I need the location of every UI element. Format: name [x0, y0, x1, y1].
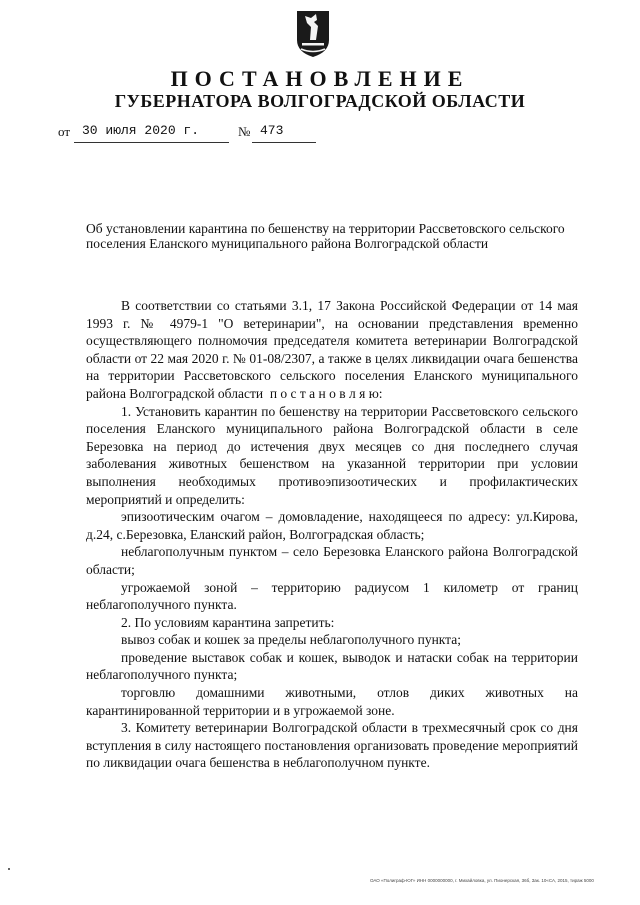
document-number: 473 — [260, 123, 284, 138]
coat-of-arms-icon — [296, 10, 330, 58]
document-title: ПОСТАНОВЛЕНИЕ — [170, 66, 470, 91]
clause-2-item-3: торговлю домашними животными, отлов диких животных на карантинированной территории и в угрожаемой зоне. — [86, 685, 578, 718]
clause-1-epizootic-focus: эпизоотическим очагом – домовладение, находящееся по адресу: ул.Кирова, д.24, с.Березовка, Еланский район, Волгоградская область; — [86, 509, 578, 542]
clause-2-item-2: проведение выставок собак и кошек, выводок и натаски собак на территории неблагополучного пункта; — [86, 649, 578, 683]
clause-1-unfavorable-point: неблагополучным пунктом – село Березовка Еланского района Волгоградской области; — [86, 544, 578, 577]
document-subject: Об установлении карантина по бешенству на территории Рассветовского сельского поселения Еланского муниципального района Волгоградской области — [86, 221, 565, 251]
clause-3: 3. Комитету ветеринарии Волгоградской области в трехмесячный срок со дня вступления в силу настоящего постановления организовать проведение мероприятий по ликвидации очага бешенства в неблагополучном пункте. — [86, 720, 578, 771]
document-date: 30 июля 2020 г. — [82, 123, 200, 138]
printer-imprint: ОАО «Полиграф-ЮГ» ИНН 0000000000, г. Михайловка, ул. Пионерская, 36б, Зак. 10«СА, 2015, тираж 5000 — [370, 878, 594, 883]
document-body — [86, 297, 578, 772]
postanovlyayu-word: п о с т а н о в л я ю: — [269, 385, 383, 401]
date-underline — [74, 142, 229, 143]
clause-1: 1. Установить карантин по бешенству на территории Рассветовского сельского поселения Еланского муниципального района Волгоградской области в селе Березовка на период до истечения двух месяцев со дня последнего случая заболевания животных бешенством на указанной территории при условии выполнения необходимых противоэпизоотических и профилактических мероприятий и определить: — [86, 403, 578, 507]
date-prefix: от — [58, 124, 71, 139]
number-prefix: № — [238, 124, 251, 139]
clause-2: 2. По условиям карантина запретить: — [121, 614, 335, 630]
clause-2-item-1: вывоз собак и кошек за пределы неблагополучного пункта; — [121, 632, 461, 648]
preamble-paragraph: В соответствии со статьями 3.1, 17 Закона Российской Федерации от 14 мая 1993 г. № 4979-1 "О ветеринарии", на основании представления временно осуществляющего полномочия председателя комитета ветеринарии Волгоградской области от 22 мая 2020 г. № 01-08/2307, а также в целях ликвидации очага бешенства на территории Рассветовского сельского поселения Еланского муниципального района Волгоградской области п о с т а н о в л я ю: — [86, 298, 578, 401]
clause-1-threatened-zone: угрожаемой зоной – территорию радиусом 1 километр от границ неблагополучного пункта. — [86, 579, 578, 613]
scan-speck — [8, 868, 10, 870]
document-issuer: ГУБЕРНАТОРА ВОЛГОГРАДСКОЙ ОБЛАСТИ — [114, 91, 526, 111]
number-underline — [252, 142, 316, 143]
